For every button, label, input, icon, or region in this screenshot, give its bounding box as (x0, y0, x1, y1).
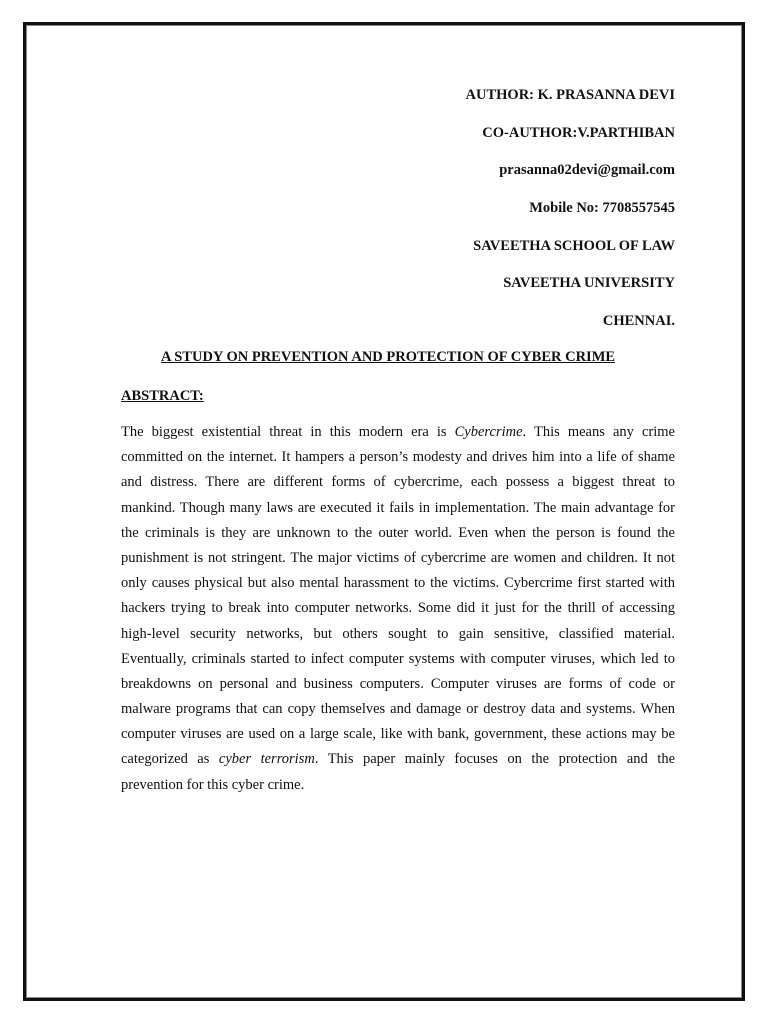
abstract-line (121, 420, 675, 445)
paper-title: A STUDY ON PREVENTION AND PROTECTION OF CYBER CRIME (160, 349, 616, 365)
abstract-line (121, 596, 675, 621)
text-segment: punishment is not stringent. The major victims of cybercrime are women and children. It not (121, 549, 675, 566)
abstract-line (121, 622, 675, 647)
text-segment: malware programs that can copy themselves and damage or destroy data and systems. When (121, 701, 675, 718)
text-segment: mankind. Though many laws are executed it fails in implementation. The main advantage for (121, 499, 675, 516)
author-line: AUTHOR: K. PRASANNA DEVI (465, 87, 675, 103)
text-segment: categorized as (121, 751, 219, 768)
abstract-line (121, 470, 675, 495)
abstract-line (121, 747, 675, 772)
text-segment: prevention for this cyber crime. (121, 776, 305, 793)
italic-term: Cybercrime (454, 424, 523, 440)
university-line: SAVEETHA UNIVERSITY (503, 275, 675, 291)
italic-term: cyber terrorism (218, 751, 315, 768)
text-segment: Eventually, criminals started to infect computer systems with computer viruses, which led to (121, 650, 675, 667)
school-line: SAVEETHA SCHOOL OF LAW (473, 238, 675, 254)
text-segment: only causes physical but also mental harassment to the victims. Cybercrime first started with (121, 575, 675, 592)
text-segment: breakdowns on personal and business computers. Computer viruses are forms of code or (121, 675, 675, 692)
city-line: CHENNAI. (602, 313, 675, 329)
text-segment: the criminals is they are unknown to the outer world. Even when the person is found the (121, 524, 675, 541)
text-segment: computer viruses are used on a large scale, like with bank, government, these actions may be (121, 726, 675, 743)
text-segment: committed on the internet. It hampers a person’s modesty and drives him into a life of shame (121, 449, 675, 466)
text-segment: The biggest existential threat in this modern era is (121, 424, 455, 440)
text-segment: . This means any crime (522, 424, 675, 440)
abstract-line (121, 521, 675, 546)
abstract-line (121, 445, 675, 470)
abstract-line (121, 722, 675, 747)
co-author-line: CO-AUTHOR:V.PARTHIBAN (482, 125, 675, 141)
abstract-line (121, 773, 675, 798)
abstract-heading: ABSTRACT: (121, 388, 204, 404)
text-segment: and distress. There are different forms of cybercrime, each possess a biggest threat to (121, 474, 675, 491)
abstract-line (121, 496, 675, 521)
text-segment: . This paper mainly focuses on the protection and the (314, 751, 676, 768)
abstract-line (121, 546, 675, 571)
abstract-line (121, 647, 675, 672)
abstract-line (121, 571, 675, 596)
text-segment: high-level security networks, but others sought to gain sensitive, classified material. (121, 625, 675, 642)
email-line: prasanna02devi@gmail.com (499, 162, 675, 178)
text-segment: hackers trying to break into computer networks. Some did it just for the thrill of accessing (121, 600, 675, 617)
mobile-line: Mobile No: 7708557545 (529, 200, 675, 216)
abstract-line (121, 672, 675, 697)
abstract-body (121, 420, 675, 798)
abstract-line (121, 697, 675, 722)
